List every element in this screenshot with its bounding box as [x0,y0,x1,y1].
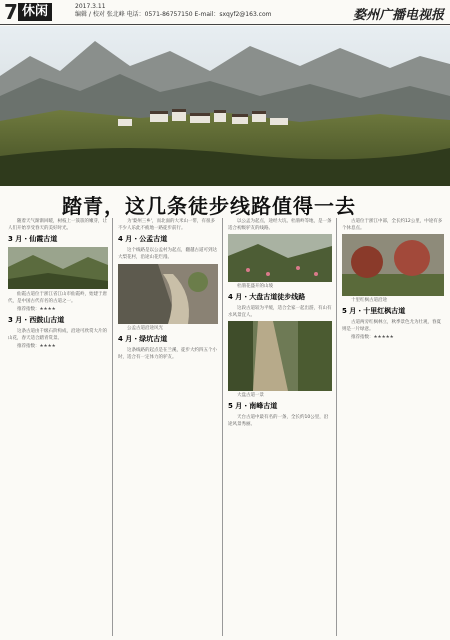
page-header [0,0,450,25]
section-title: 3 月・西鼓山古道 [8,316,65,324]
section-title: 4 月・绿坑古道 [118,335,168,343]
photo-caption: 公孟古道沿途风光 [127,326,163,331]
issue-date: 2017.3.11 [75,3,106,10]
column-divider [112,218,113,636]
ancient-path-photo [118,264,218,324]
section-body: 古道位于浙江中部，全长约12公里，中途有多个休息点。 [342,219,443,231]
rating: 推荐指数：★★★★★ [351,335,394,340]
headline: 踏青，这几条徒步线路值得一去 [62,194,356,218]
rating: 推荐指数：★★★★ [17,344,56,349]
red-maple-photo [342,234,444,296]
section-body: 古道两旁红枫林立，秋季景色尤为壮观，春夏则是一片绿意。 [342,320,441,332]
azalea-hill-photo [228,234,332,282]
intro-text: 随着天气渐渐回暖，树枝上一簇簇的嫩芽，让人们开始享受春天的美好时光。 [8,219,107,231]
page-number: 7 [4,0,18,24]
column-3 [228,218,332,638]
photo-caption: 杜鹃花盛开的山坡 [237,284,273,289]
section-body: 这段古道较为平缓，适合全家一起出游，有山有水风景宜人。 [228,306,332,318]
section-body: 以公孟为起点，途经大坑、杜鹃岭等地，是一条适合初级驴友的线路。 [228,219,332,231]
section-body: 这个线路是以公孟村为起点，翻越古道可到达大梨花村，沿途山花烂漫。 [118,248,217,260]
section-title: 5 月・南峰古道 [228,402,278,410]
contact-info: 编辑 / 校对 张北峰 电话：0571-86757150 E-mail：sxqyf2@163.com [75,11,272,18]
rating: 推荐指数：★★★★ [17,307,56,312]
page-meta [75,3,271,19]
section-title: 5 月・十里红枫古道 [342,307,406,315]
column-divider [222,218,223,636]
forest-path-photo [228,321,332,391]
section-title: 3 月・仙霞古道 [8,235,58,243]
section-title: 4 月・公孟古道 [118,235,168,243]
section-body: 为'婺州三乡'，而北面的大米山一带，有很多不少人乐此不疲地一路徒步前行。 [118,219,215,231]
hillside-photo [8,247,108,289]
newspaper-logo: 婺州广播电视报 [352,8,444,23]
section-body: 天台古道中最有名的一条，全长约10公里，沿途风景秀丽。 [228,415,329,427]
section-body: 仙霞古道位于浙江省江山市仙霞岭，始建于唐代，是中国古代有名的古道之一。 [8,292,107,304]
section-body: 这条古道由千级石阶构成，沿途可欣赏大片的山花，春天适合踏青赏景。 [8,329,107,341]
column-divider [336,218,337,636]
column-2 [118,218,218,638]
mountain-village-photo [0,26,450,186]
photo-caption: 大盘古道一景 [237,393,264,398]
section-label: 休闲 [18,3,52,21]
section-body: 这条线路的起点是在兰溪，徒步大约四五个小时，适合有一定体力的驴友。 [118,348,217,360]
section-title: 4 月・大盘古道徒步线路 [228,293,306,301]
column-1 [8,218,108,638]
photo-caption: 十里红枫古道沿途 [351,298,387,303]
column-4 [342,218,444,638]
